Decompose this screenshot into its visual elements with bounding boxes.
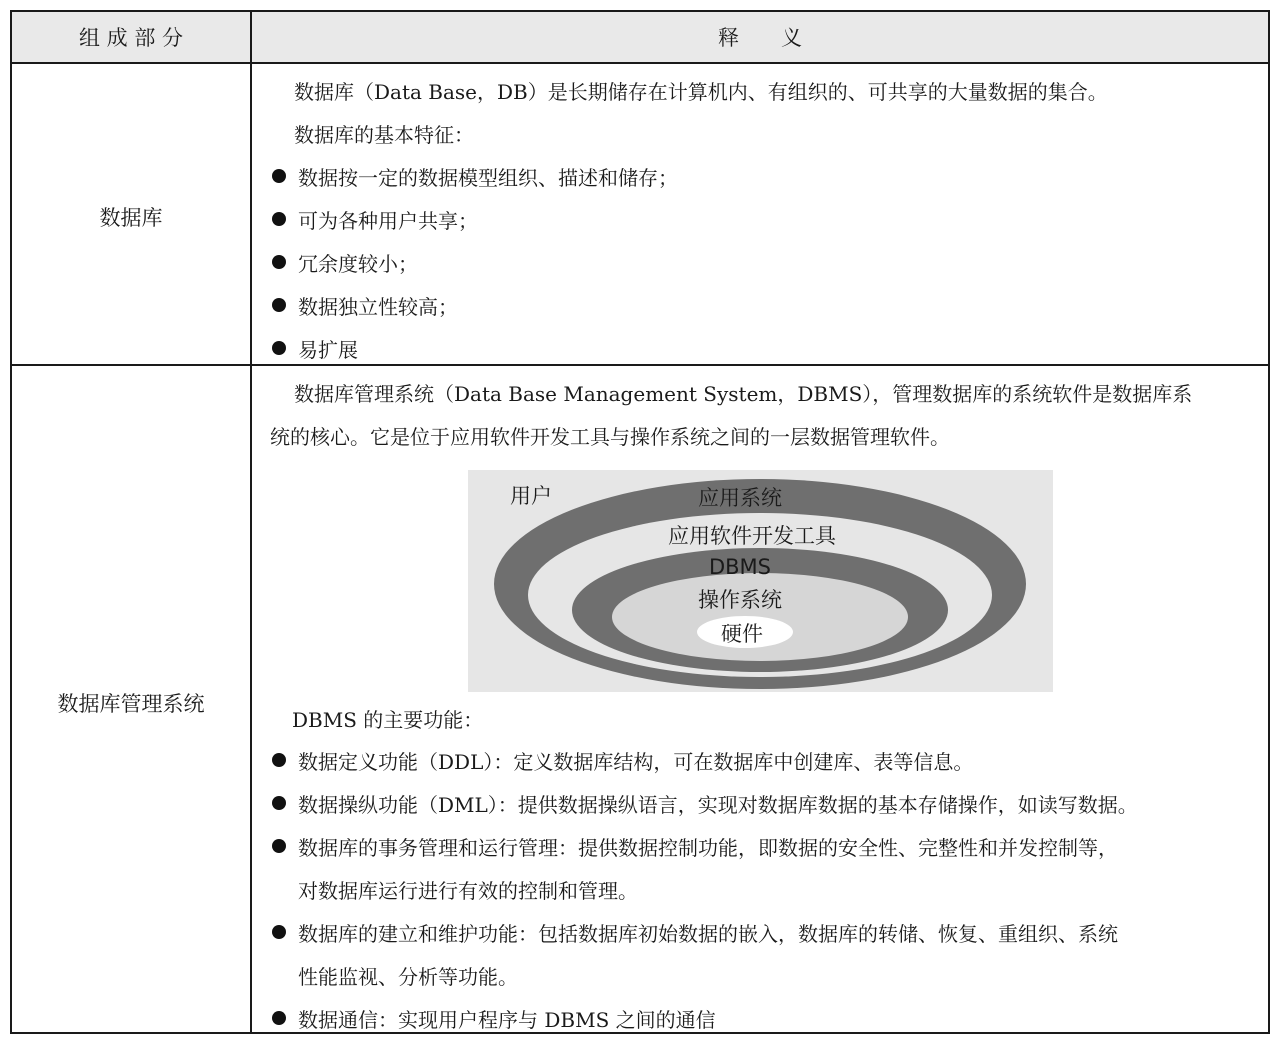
bullet-icon <box>272 1011 286 1025</box>
label-dbms: DBMS <box>708 555 772 579</box>
list-item: 可为各种用户共享； <box>298 209 478 233</box>
bullet-icon <box>272 341 286 355</box>
row-label-dbms: 数据库管理系统 <box>57 692 205 716</box>
bullet-icon <box>272 169 286 183</box>
label-user: 用户 <box>510 484 552 508</box>
list-item: 数据操纵功能（DML）：提供数据操纵语言，实现对数据库数据的基本存储操作，如读写数据。 <box>298 793 1138 817</box>
header-component: 组 成 部 分 <box>78 26 184 50</box>
header-definition: 释 义 <box>718 26 802 50</box>
row-label-database: 数据库 <box>99 206 163 230</box>
database-definition-cell <box>254 64 1258 364</box>
paragraph: 数据库的基本特征： <box>294 123 474 147</box>
functions-title: DBMS 的主要功能： <box>292 708 484 732</box>
list-item: 数据独立性较高； <box>298 295 458 319</box>
label-application-system: 应用系统 <box>698 486 782 510</box>
bullet-icon <box>272 298 286 312</box>
bullet-icon <box>272 753 286 767</box>
paragraph-intro-line2: 统的核心。它是位于应用软件开发工具与操作系统之间的一层数据管理软件。 <box>270 425 950 449</box>
bullet-icon <box>272 255 286 269</box>
list-item: 数据定义功能（DDL）：定义数据库结构，可在数据库中创建库、表等信息。 <box>298 750 974 774</box>
definition-table <box>10 10 1270 1034</box>
list-item: 易扩展 <box>298 338 358 362</box>
dbms-layer-diagram <box>468 470 1053 692</box>
dbms-functions-cell <box>254 702 1258 1034</box>
list-item: 冗余度较小； <box>298 252 418 276</box>
list-item: 数据库的事务管理和运行管理：提供数据控制功能，即数据的安全性、完整性和并发控制等， <box>298 836 1118 860</box>
bullet-icon <box>272 212 286 226</box>
list-item-continuation: 性能监视、分析等功能。 <box>298 965 518 989</box>
list-item: 数据通信：实现用户程序与 DBMS 之间的通信 <box>298 1008 716 1032</box>
list-item: 数据按一定的数据模型组织、描述和储存； <box>298 166 678 190</box>
list-item: 数据库的建立和维护功能：包括数据库初始数据的嵌入，数据库的转储、恢复、重组织、系统 <box>298 922 1118 946</box>
bullet-icon <box>272 925 286 939</box>
paragraph-intro-line1: 数据库管理系统（Data Base Management System，DBMS），管理数据库的系统软件是数据库系 <box>294 382 1193 406</box>
label-hardware: 硬件 <box>721 622 763 646</box>
list-item-continuation: 对数据库运行进行有效的控制和管理。 <box>298 879 638 903</box>
label-operating-system: 操作系统 <box>698 588 782 612</box>
label-dev-tools: 应用软件开发工具 <box>668 524 836 548</box>
bullet-icon <box>272 839 286 853</box>
paragraph: 数据库（Data Base，DB）是长期储存在计算机内、有组织的、可共享的大量数据的集合。 <box>294 80 1108 104</box>
bullet-icon <box>272 796 286 810</box>
column-divider <box>250 12 252 1032</box>
